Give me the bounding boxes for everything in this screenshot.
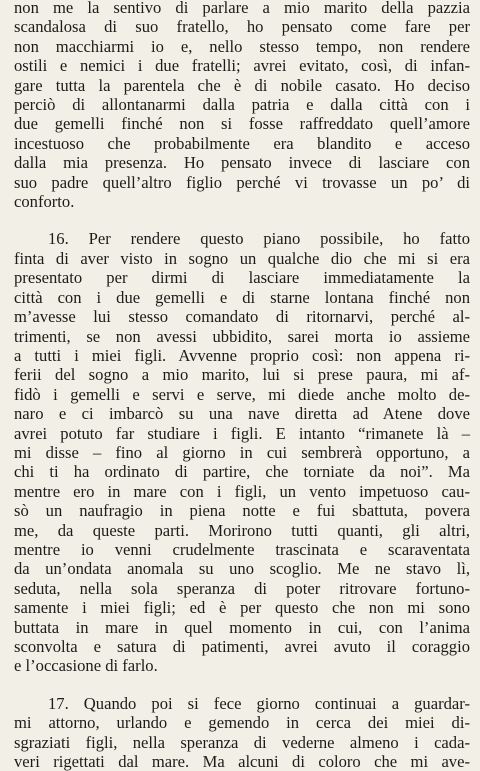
text-line: mi disse – fino al giorno in cui sembrerà opportuno, a [14,442,470,462]
text-line: incestuoso che probabilmente era blandito e acceso [14,133,470,153]
text-line: fidò i gemelli e servi e serve, mi diede anche molto de- [14,384,470,404]
text-line: samente i miei figli; ed è per questo che non mi sono [14,598,470,618]
text-line: avrei potuto far studiare i figli. E intanto “rimanete là – [14,423,470,443]
text-line: buttata in mare in quel momento in cui, con l’anima [14,617,470,637]
text-line: sgraziati figli, nella speranza di vederne almeno i cada- [14,732,470,752]
text-line: trimenti, se non avessi ubbidito, sarei morta io assieme [14,326,470,346]
text-line: sò un naufragio in piena notte e fui sbattuta, povera [14,501,470,521]
text-line: me, da queste parti. Morirono tutti quanti, gli altri, [14,520,470,540]
text-line: suo padre quell’altro figlio perché vi trovasse un po’ di [14,172,470,192]
text-line: chi ti ha ordinato di partire, che torniate da noi”. Ma [14,462,470,482]
text-line: mi attorno, urlando e gemendo in cerca dei miei di- [14,713,470,733]
text-line: sconvolta e satura di patimenti, avrei avuto il coraggio [14,637,470,656]
paragraph-1 [14,0,470,211]
text-line: m’avesse lui stesso comandato di ritornarvi, perché al- [14,307,470,327]
document-page [14,0,470,771]
text-line: naro e ci imbarcò su una nave diretta ad Atene dove [14,404,470,424]
paragraph-spacer [14,676,470,694]
text-line: due gemelli finché non si fosse raffreddato quell’amore [14,114,470,134]
paragraph-16 [14,229,470,675]
text-line: dalla mia presenza. Ho pensato invece di lasciare con [14,153,470,173]
text-line: non me la sentivo di parlare a mio marito della pazzia [14,0,470,17]
text-line: mentre io venni crudelmente trascinata e scaraventata [14,539,470,559]
text-line: gare tutta la parentela che è di nobile casato. Ho deciso [14,75,470,95]
text-line: perciò di allontanarmi dalla patria e dalla città con i [14,95,470,115]
text-line: presentato per dirmi di lasciare immediatamente la [14,268,470,288]
text-line: 17. Quando poi si fece giorno continuai a guardar- [48,693,470,713]
text-line: seduta, nella sola speranza di poter ritrovare fortuno- [14,578,470,598]
text-line: finta di aver visto in sogno un qualche dio che mi si era [14,248,470,268]
text-line: ostili e nemici i due fratelli; avrei evitato, così, di infan- [14,56,470,76]
text-line: conforto. [14,192,75,212]
paragraph-17 [14,694,470,771]
text-line: città con i due gemelli e di starne lontana finché non [14,287,470,307]
paragraph-spacer [14,211,470,229]
text-line: veri rigettati dal mare. Ma alcuni di coloro che mi ave- [14,752,470,771]
text-line: mentre ero in mare con i figli, un vento impetuoso cau- [14,481,470,501]
text-line: da un’ondata anomala su uno scoglio. Me ne stavo lì, [14,559,470,579]
text-line: ferii del sogno a mio marito, lui si prese paura, mi af- [14,365,470,385]
text-line: non macchiarmi io e, nello stesso tempo, non rendere [14,36,470,56]
text-line: 16. Per rendere questo piano possibile, ho fatto [48,229,470,249]
text-line: a tutti i miei figli. Avvenne proprio così: non appena ri- [14,345,470,365]
text-line: scandalosa di suo fratello, ho pensato come fare per [14,17,470,37]
text-line: e l’occasione di farlo. [14,656,158,676]
